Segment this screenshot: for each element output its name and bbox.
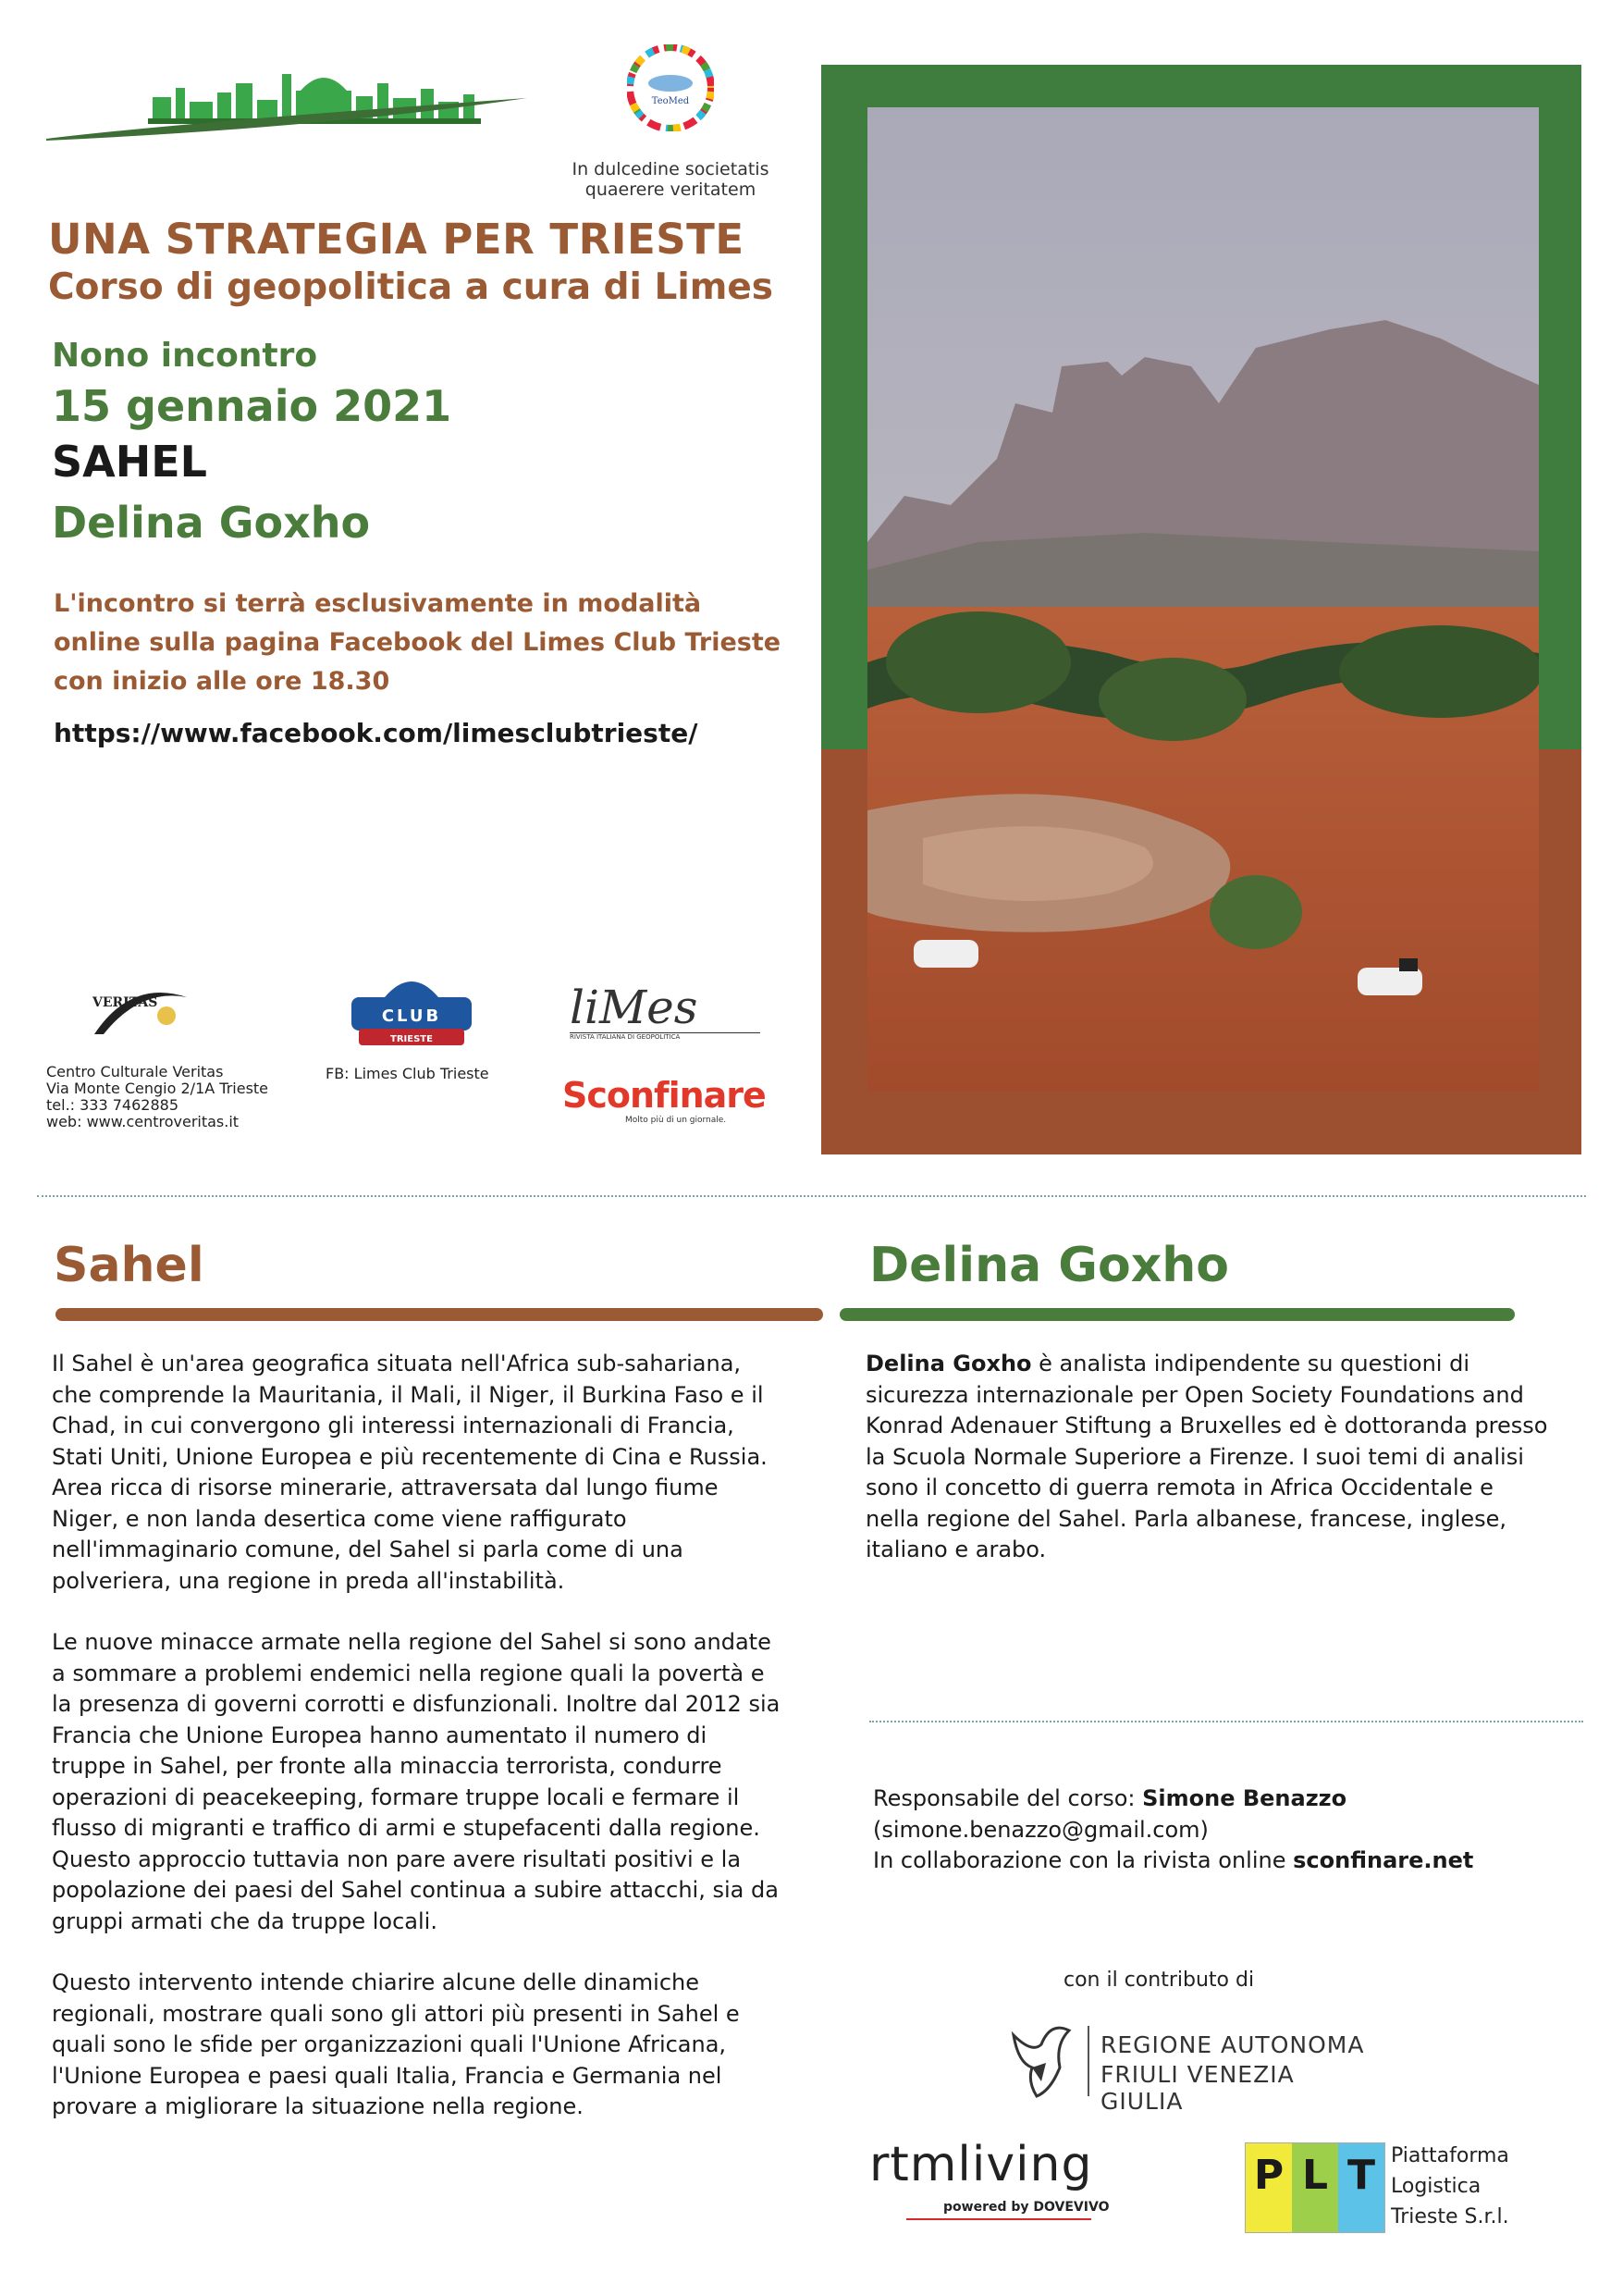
credits-divider xyxy=(869,1721,1583,1722)
plt-letter: L xyxy=(1292,2143,1338,2232)
event-date: 15 gennaio 2021 xyxy=(52,381,452,431)
sdg-wheel-icon xyxy=(627,44,714,131)
trieste-skyline-logo xyxy=(46,56,527,148)
limes-club-logo-text: CLUB xyxy=(381,1006,442,1026)
landscape-icon xyxy=(867,107,1539,1092)
sahel-body xyxy=(52,1349,782,2154)
sahel-title-underline xyxy=(55,1304,823,1323)
course-subtitle: Corso di geopolitica a cura di Limes xyxy=(48,266,774,308)
plt-name-line: Piattaforma xyxy=(1391,2144,1509,2167)
rtmliving-logo xyxy=(869,2137,1128,2220)
sahel-paragraph: Questo intervento intende chiarire alcune delle dinamiche regionali, mostrare quali sono gli attori più presenti in Sahel e quali sono le sfide per organizzazioni quali l'Unione Africana, l'Unione Europea e paesi quali Italia, Francia e Germania nel provare a migliorare la situazione nella regione. xyxy=(52,1969,740,2119)
collab-line xyxy=(873,1845,1576,1877)
veritas-address xyxy=(46,1064,333,1130)
speaker-title-underline xyxy=(840,1304,1515,1323)
veritas-logo xyxy=(85,979,196,1053)
plt-name xyxy=(1391,2141,1509,2232)
speaker-section-title: Delina Goxho xyxy=(869,1238,1229,1293)
veritas-address-line[interactable]: web: www.centroveritas.it xyxy=(46,1113,240,1130)
plt-letter: P xyxy=(1246,2143,1292,2232)
limes-logo-text: liMes xyxy=(570,981,698,1034)
veritas-logo-text: VERITAS xyxy=(92,995,158,1010)
collab-label: In collaborazione con la rivista online xyxy=(873,1847,1294,1873)
limes-club-badge-icon xyxy=(348,969,475,1053)
manager-email[interactable]: (simone.benazzo@gmail.com) xyxy=(873,1816,1209,1843)
collab-site[interactable]: sconfinare.net xyxy=(1293,1847,1474,1873)
region-line1: REGIONE AUTONOMA xyxy=(1100,2031,1365,2058)
speaker-bio xyxy=(866,1349,1550,1566)
skyline-icon xyxy=(46,56,527,148)
veritas-address-line: tel.: 333 7462885 xyxy=(46,1096,179,1114)
sahel-paragraph: Il Sahel è un'area geografica situata nell'Africa sub-sahariana, che comprende la Mauritania, il Mali, il Niger, il Burkina Faso e il Chad, in cui convergono gli interessi internazionali di Francia, Stati Uniti, Unione Europea e più recentemente di Cina e Russia. Area ricca di risorse minerarie, attraversata dal lungo fiume Niger, e non landa desertica come viene raffigurato nell'immaginario comune, del Sahel si parla come di una polveriera, una regione in preda all'instabilità. xyxy=(52,1351,768,1594)
speaker-bio-text: è analista indipendente su questioni di sicurezza internazionale per Open Society Foundations and Konrad Adenauer Stiftung a Bruxelles ed è dottoranda presso la Scuola Normale Superiore a Firenze. I suoi temi di analisi sono il concetto di guerra remota in Africa Occidentale e nella regione del Sahel. Parla albanese, francese, inglese, italiano e arabo. xyxy=(866,1351,1548,1562)
rtmliving-logo-text: rtmliving xyxy=(869,2137,1093,2192)
veritas-address-line: Centro Culturale Veritas xyxy=(46,1063,224,1080)
region-fvg-logo xyxy=(1004,2017,1374,2115)
manager-name: Simone Benazzo xyxy=(1142,1785,1347,1811)
speaker-bio-name: Delina Goxho xyxy=(866,1351,1032,1376)
limes-club-fb[interactable]: FB: Limes Club Trieste xyxy=(326,1065,489,1082)
event-topic: SAHEL xyxy=(52,437,207,487)
teomed-logo xyxy=(627,44,714,131)
plt-box xyxy=(1245,2142,1385,2233)
event-label: Nono incontro xyxy=(52,337,318,375)
event-speaker: Delina Goxho xyxy=(52,498,371,548)
sconfinare-logo xyxy=(562,1075,775,1125)
plt-name-line: Logistica xyxy=(1391,2175,1482,2198)
manager-line xyxy=(873,1784,1576,1815)
sahel-paragraph: Le nuove minacce armate nella regione del Sahel si sono andate a sommare a problemi endemici nella regione quali la povertà e la presenza di governi corrotti e disfunzionali. Inoltre dal 2012 sia Francia che Unione Europea hanno aumentato il numero di truppe in Sahel, per fronte alla minaccia terrorista, condurre operazioni di peacekeeping, formare truppe locali e fermare il flusso di migranti e traffico di armi e stupefacenti dalla regione. Questo approccio tuttavia non pare avere risultati positivi e la popolazione dei paesi del Sahel continua a subire attacchi, sia da gruppi armati che da truppe locali. xyxy=(52,1629,781,1934)
limes-tagline: RIVISTA ITALIANA DI GEOPOLITICA xyxy=(570,1032,760,1041)
rtmliving-underline xyxy=(906,2218,1091,2220)
plt-name-line: Trieste S.r.l. xyxy=(1391,2205,1509,2228)
facebook-link[interactable]: https://www.facebook.com/limesclubtrieste/ xyxy=(54,718,698,748)
plt-letter: T xyxy=(1338,2143,1384,2232)
sahel-landscape-photo xyxy=(867,107,1539,1092)
region-line2: FRIULI VENEZIA GIULIA xyxy=(1100,2061,1295,2115)
sconfinare-tagline: Molto più di un giornale. xyxy=(625,1116,727,1125)
brush-stroke xyxy=(55,1308,823,1321)
teomed-motto: In dulcedine societatis quaerere veritatem xyxy=(572,159,769,200)
contrib-label: con il contributo di xyxy=(1064,1969,1255,1992)
course-title: UNA STRATEGIA PER TRIESTE xyxy=(48,215,744,264)
brush-stroke xyxy=(840,1308,1515,1321)
sconfinare-logo-text: Sconfinare xyxy=(562,1075,766,1116)
eagle-icon xyxy=(1004,2017,1078,2102)
sahel-section-title: Sahel xyxy=(54,1238,204,1293)
veritas-address-line: Via Monte Cengio 2/1A Trieste xyxy=(46,1080,269,1097)
rtmliving-tagline: powered by DOVEVIVO xyxy=(943,2200,1110,2215)
course-credits xyxy=(873,1784,1576,1877)
sahel-photo-frame xyxy=(821,65,1581,1154)
section-divider xyxy=(37,1195,1586,1197)
limes-club-logo xyxy=(348,969,475,1053)
event-notice: L'incontro si terrà esclusivamente in modalità online sulla pagina Facebook del Limes Club Trieste con inizio alle ore 18.30 xyxy=(54,589,781,696)
logo-separator xyxy=(1088,2026,1089,2096)
teomed-label: TeoMed xyxy=(651,96,690,106)
limes-club-city: TRIESTE xyxy=(390,1034,433,1044)
plt-logo xyxy=(1245,2142,1522,2231)
manager-label: Responsabile del corso: xyxy=(873,1785,1143,1811)
veritas-swirl-icon xyxy=(85,979,196,1053)
limes-logo xyxy=(570,982,760,1047)
